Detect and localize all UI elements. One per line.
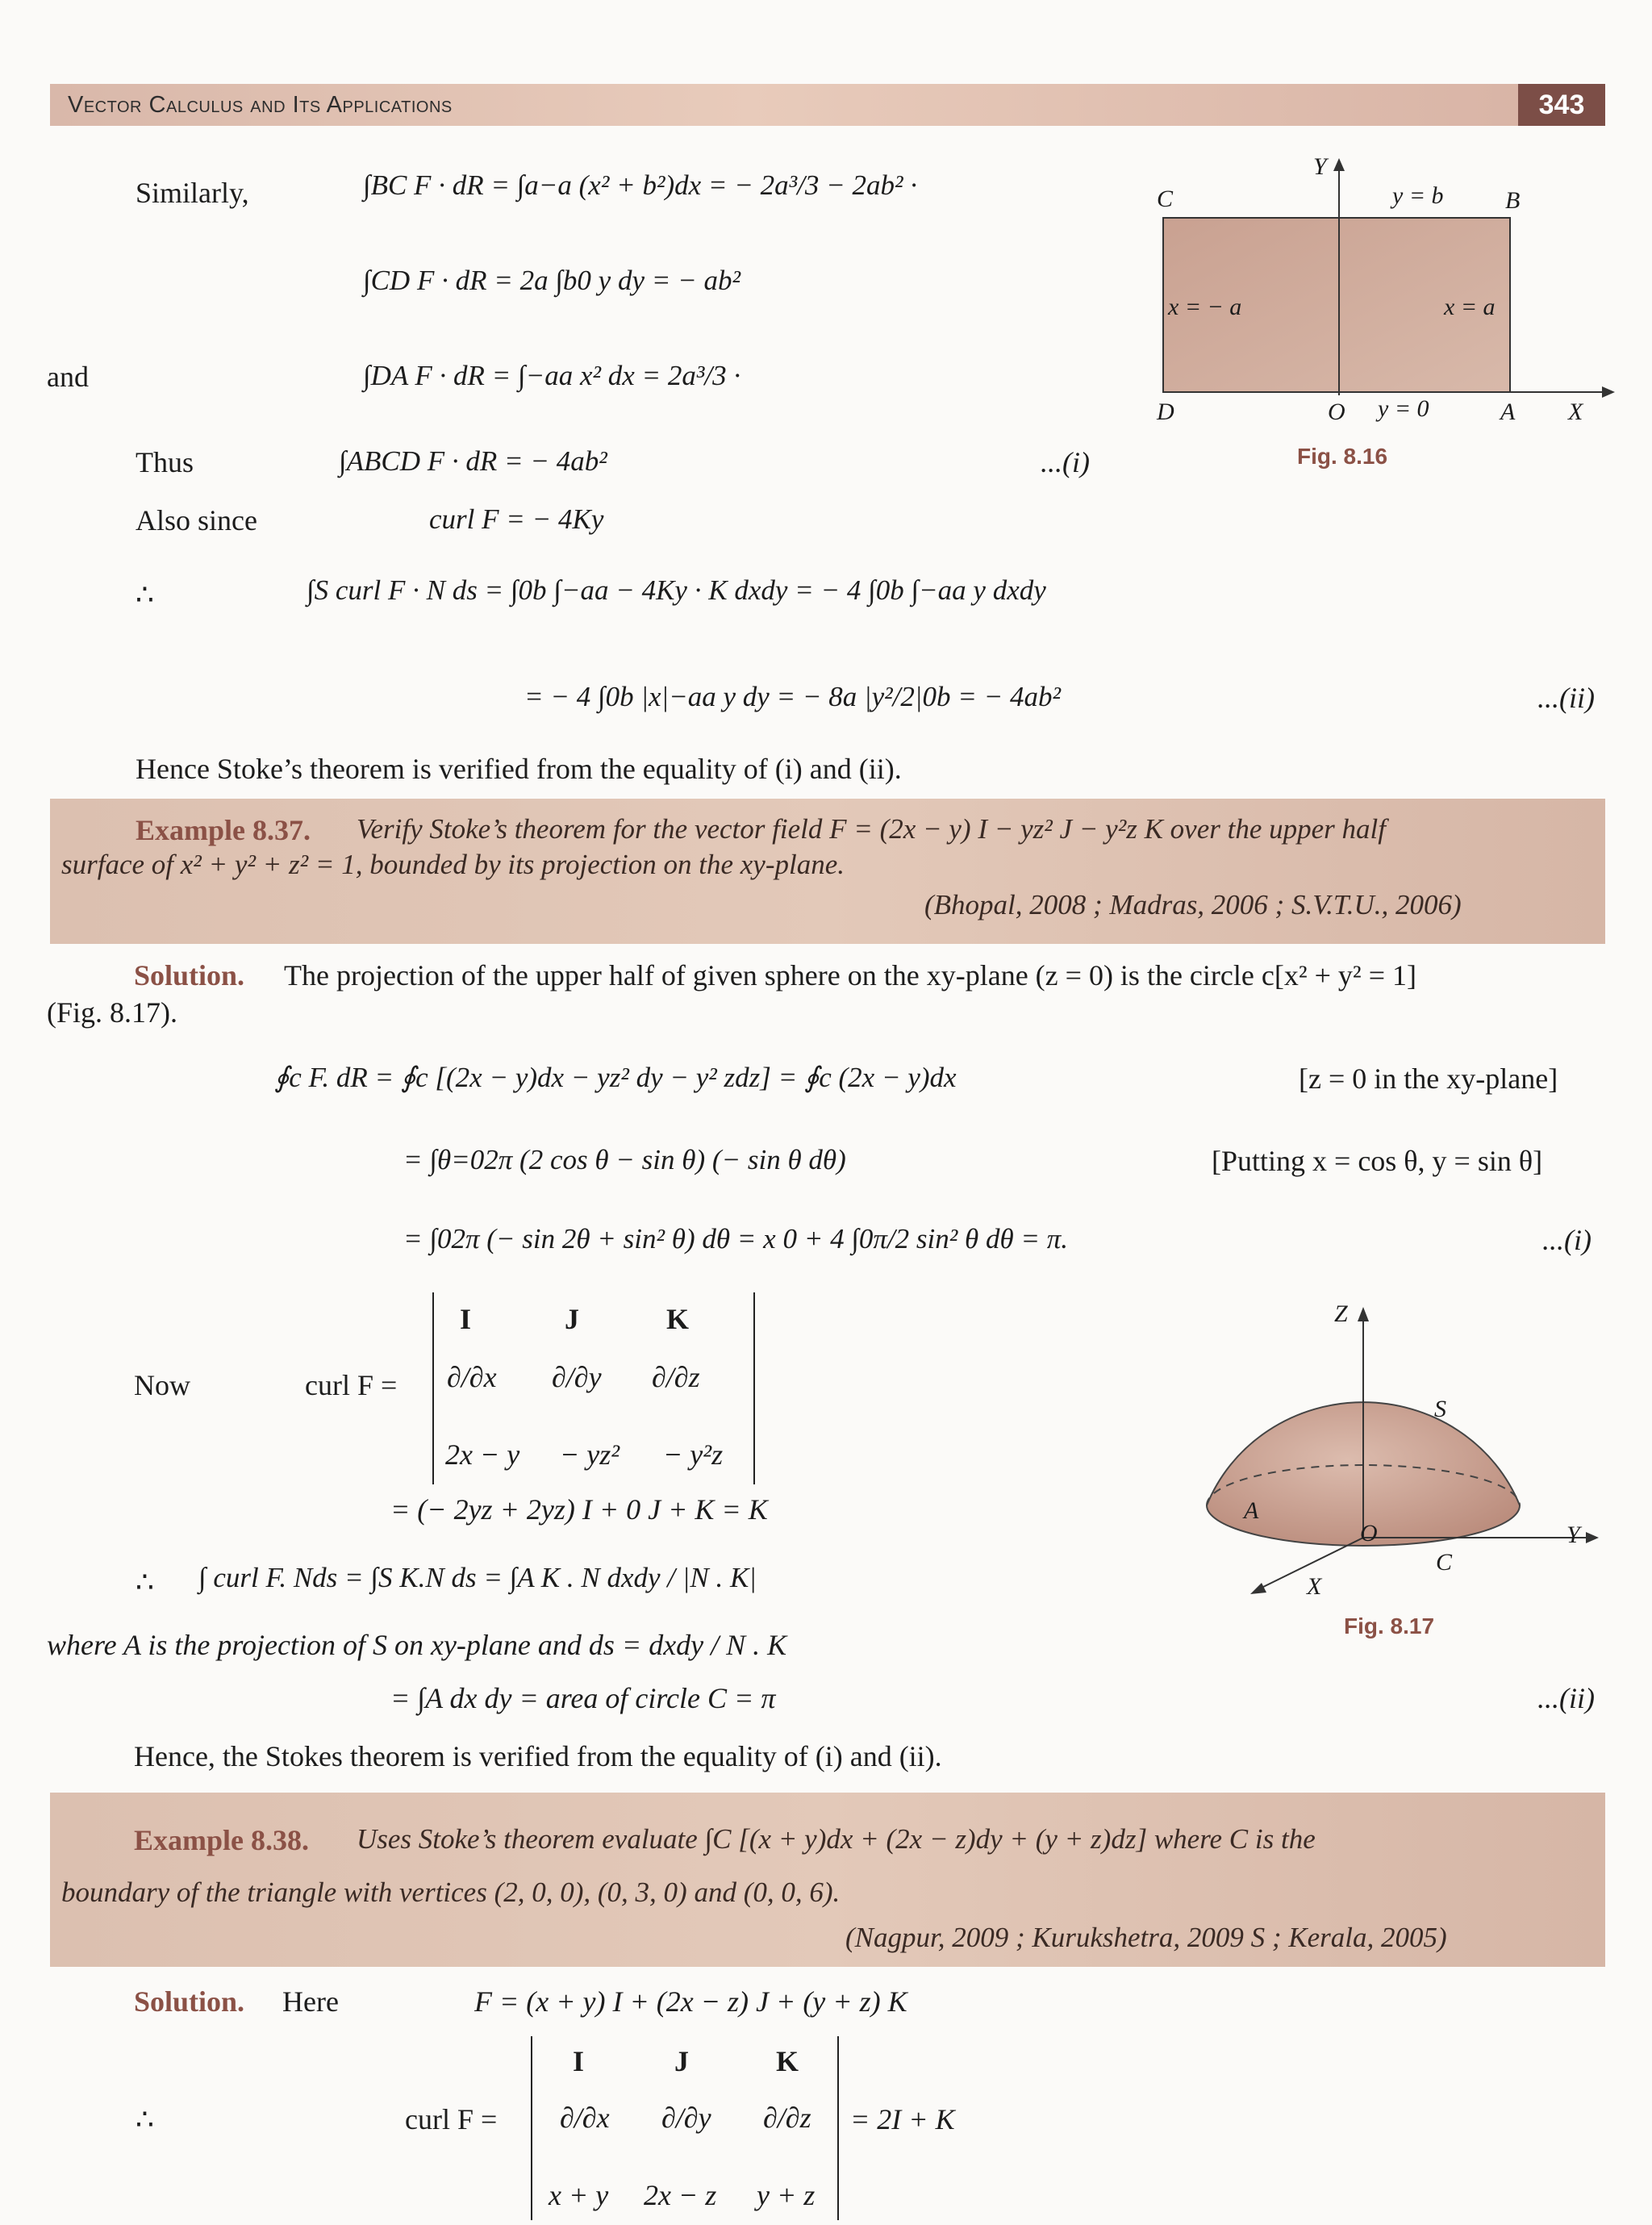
example-8-38-title: Example 8.38. bbox=[134, 1824, 310, 1856]
label-z-axis: Z bbox=[1334, 1300, 1348, 1327]
label-origin-3d: O bbox=[1360, 1520, 1378, 1547]
therefore-symbol-3: ∴ bbox=[136, 2103, 154, 2135]
label-x-axis-3d: X bbox=[1307, 1573, 1322, 1600]
curl-result-2: = 2I + K bbox=[850, 2103, 955, 2135]
matrix-fy: − yz² bbox=[560, 1438, 620, 1471]
matrix2-d-dx: ∂/∂x bbox=[560, 2102, 610, 2134]
label-y-axis: Y bbox=[1313, 153, 1327, 180]
label-d: D bbox=[1157, 399, 1174, 425]
matrix2-d-dz: ∂/∂z bbox=[763, 2102, 811, 2134]
x-axis-arrow-3d bbox=[1250, 1583, 1266, 1594]
curl-label: curl F = bbox=[305, 1369, 398, 1401]
solution-text-2: (Fig. 8.17). bbox=[47, 996, 177, 1029]
solution-label-2: Solution. bbox=[134, 1985, 245, 2018]
label-b: B bbox=[1505, 187, 1521, 214]
label-and: and bbox=[47, 361, 89, 393]
label-a: A bbox=[1500, 399, 1516, 425]
example-8-38-statement-1: Uses Stoke’s theorem evaluate ∫C [(x + y)dx + (2x − z)dy + (y + z)dz] where C is the bbox=[357, 1823, 1316, 1855]
running-header bbox=[50, 84, 1605, 126]
example-8-37-box bbox=[50, 799, 1605, 944]
label-y-equals-0: y = 0 bbox=[1378, 395, 1429, 422]
equation-ref-ii: ...(ii) bbox=[1537, 682, 1595, 714]
example-8-38-reference: (Nagpur, 2009 ; Kurukshetra, 2009 S ; Kerala, 2005) bbox=[845, 1922, 1447, 1953]
conclusion-text: Hence Stoke’s theorem is verified from the equality of (i) and (ii). bbox=[136, 753, 902, 785]
matrix-k: K bbox=[666, 1303, 690, 1335]
page-number: 343 bbox=[1518, 84, 1605, 126]
line-integral-eq-3: = ∫02π (− sin 2θ + sin² θ) dθ = x 0 + 4 ∫0π/2 sin² θ dθ = π. bbox=[403, 1223, 1069, 1254]
line-integral-eq-2: = ∫θ=02π (2 cos θ − sin θ) (− sin θ dθ) bbox=[403, 1144, 846, 1175]
figure-8-17-diagram bbox=[1194, 1299, 1613, 1605]
example-8-38-statement-2: boundary of the triangle with vertices (2, 0, 0), (0, 3, 0) and (0, 0, 6). bbox=[61, 1876, 841, 1908]
therefore-symbol-2: ∴ bbox=[136, 1566, 154, 1598]
matrix-d-dx: ∂/∂x bbox=[447, 1361, 497, 1393]
matrix-d-dy: ∂/∂y bbox=[552, 1361, 602, 1393]
matrix-d-dz: ∂/∂z bbox=[652, 1361, 700, 1393]
matrix2-i: I bbox=[573, 2045, 585, 2077]
example-8-37-title: Example 8.37. bbox=[136, 814, 311, 846]
equation-surface-2: = − 4 ∫0b |x|−aa y dy = − 8a |y²/2|0b = − 4ab² bbox=[524, 681, 1061, 712]
label-also-since: Also since bbox=[136, 504, 257, 536]
conclusion-text-2: Hence, the Stokes theorem is verified from the equality of (i) and (ii). bbox=[134, 1740, 942, 1772]
matrix2-d-dy: ∂/∂y bbox=[661, 2102, 711, 2134]
label-x-equals-a: x = a bbox=[1444, 294, 1496, 320]
example-8-37-reference: (Bhopal, 2008 ; Madras, 2006 ; S.V.T.U., 2006) bbox=[924, 889, 1462, 920]
line-integral-eq-1: ∮c F. dR = ∮c [(2x − y)dx − yz² dy − y² zdz] = ∮c (2x − y)dx bbox=[274, 1062, 957, 1093]
where-text: where A is the projection of S on xy-plane and ds = dxdy / N . K bbox=[47, 1629, 787, 1661]
area-ref-ii: ...(ii) bbox=[1537, 1682, 1595, 1714]
example-8-37-statement-1: Verify Stoke’s theorem for the vector field F = (2x − y) I − yz² J − y²z K over the upper half bbox=[357, 813, 1386, 845]
figure-8-16-diagram bbox=[1121, 153, 1621, 428]
matrix-i: I bbox=[460, 1303, 472, 1335]
matrix-j: J bbox=[565, 1303, 579, 1335]
area-equation: = ∫A dx dy = area of circle C = π bbox=[390, 1682, 776, 1714]
matrix2-j: J bbox=[674, 2045, 689, 2077]
surface-integral-eq: ∫ curl F. Nds = ∫S K.N ds = ∫A K . N dxdy / |N . K| bbox=[198, 1562, 757, 1593]
x-axis-arrow bbox=[1602, 386, 1615, 398]
equation-curl: curl F = − 4Ky bbox=[429, 503, 604, 535]
matrix2-fx: x + y bbox=[549, 2179, 609, 2211]
matrix2-fz: y + z bbox=[757, 2179, 816, 2211]
equation-surface-1: ∫S curl F · N ds = ∫0b ∫−aa − 4Ky · K dxdy = − 4 ∫0b ∫−aa y dxdy bbox=[307, 574, 1046, 606]
equation-da: ∫DA F · dR = ∫−aa x² dx = 2a³/3 · bbox=[363, 360, 741, 391]
curl-determinant bbox=[432, 1292, 755, 1484]
solution-text-1: The projection of the upper half of given sphere on the xy-plane (z = 0) is the circle c[x² + y² = 1] bbox=[284, 959, 1416, 991]
label-thus: Thus bbox=[136, 446, 194, 478]
running-title: Vector Calculus and Its Applications bbox=[68, 92, 453, 118]
label-now: Now bbox=[134, 1369, 190, 1401]
line-integral-ref-i: ...(i) bbox=[1542, 1224, 1592, 1256]
label-a-point: A bbox=[1244, 1497, 1259, 1524]
equation-bc: ∫BC F · dR = ∫a−a (x² + b²)dx = − 2a³/3 − 2ab² · bbox=[363, 169, 917, 201]
label-curve-c: C bbox=[1436, 1549, 1453, 1576]
curl-result: = (− 2yz + 2yz) I + 0 J + K = K bbox=[390, 1493, 768, 1526]
matrix2-fy: 2x − z bbox=[644, 2179, 717, 2211]
figure-8-16-caption: Fig. 8.16 bbox=[1297, 444, 1388, 469]
label-surface-s: S bbox=[1434, 1396, 1446, 1422]
figure-8-17-caption: Fig. 8.17 bbox=[1344, 1613, 1435, 1638]
curl-determinant-2 bbox=[531, 2036, 839, 2220]
matrix2-k: K bbox=[776, 2045, 799, 2077]
label-origin: O bbox=[1328, 399, 1345, 425]
label-x-equals-minus-a: x = − a bbox=[1168, 294, 1242, 320]
equation-cd: ∫CD F · dR = 2a ∫b0 y dy = − ab² bbox=[363, 265, 740, 296]
therefore-symbol: ∴ bbox=[136, 578, 154, 611]
label-similarly: Similarly, bbox=[136, 177, 249, 209]
label-here: Here bbox=[282, 1985, 339, 2018]
label-c: C bbox=[1157, 186, 1174, 212]
line-integral-note-2: [Putting x = cos θ, y = sin θ] bbox=[1212, 1145, 1543, 1177]
label-y-equals-b: y = b bbox=[1392, 182, 1444, 209]
equation-abcd: ∫ABCD F · dR = − 4ab² bbox=[339, 445, 607, 477]
example-8-37-statement-2: surface of x² + y² + z² = 1, bounded by its projection on the xy-plane. bbox=[61, 849, 845, 880]
example-8-38-box bbox=[50, 1793, 1605, 1967]
curl-label-2: curl F = bbox=[405, 2103, 498, 2135]
solution-label: Solution. bbox=[134, 959, 245, 991]
matrix-fz: − y²z bbox=[663, 1438, 724, 1471]
equation-ref-i: ...(i) bbox=[1041, 446, 1090, 478]
matrix-fx: 2x − y bbox=[445, 1438, 520, 1471]
y-axis-arrow bbox=[1333, 158, 1345, 171]
label-y-axis-3d: Y bbox=[1566, 1522, 1580, 1548]
label-x-axis: X bbox=[1568, 399, 1583, 425]
y-axis-arrow-3d bbox=[1586, 1532, 1599, 1543]
z-axis-arrow bbox=[1358, 1307, 1369, 1321]
line-integral-note-1: [z = 0 in the xy-plane] bbox=[1299, 1062, 1558, 1095]
vector-field-eq: F = (x + y) I + (2x − z) J + (y + z) K bbox=[474, 1985, 907, 2018]
